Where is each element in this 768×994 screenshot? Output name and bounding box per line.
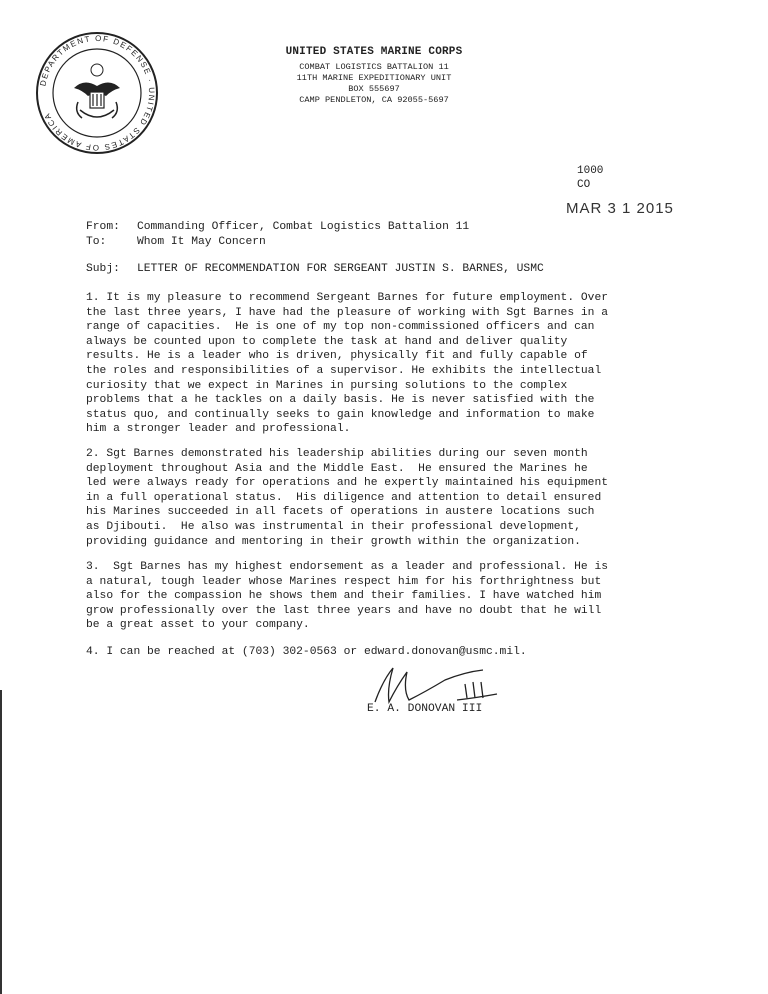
address-line-2: 11TH MARINE EXPEDITIONARY UNIT — [296, 73, 452, 83]
ssic-code: 1000 — [577, 165, 604, 177]
to-value: Whom It May Concern — [137, 236, 266, 248]
address-line-1: COMBAT LOGISTICS BATTALION 11 — [299, 62, 449, 72]
date-stamp: MAR 3 1 2015 — [566, 200, 674, 217]
paragraph-3: 3. Sgt Barnes has my highest endorsement as a leader and professional. He is a natural, tough leader whose Marines respect him for his forthrightness but also for the compassion he shows them and their families. I have watched him grow professionally over the last three years and have no doubt that he will be a great asset to your company. — [86, 561, 609, 632]
handwritten-signature — [365, 658, 505, 708]
subject-label: Subj: — [86, 263, 120, 275]
subject-value: LETTER OF RECOMMENDATION FOR SERGEANT JUSTIN S. BARNES, USMC — [137, 263, 544, 275]
paragraph-4: 4. I can be reached at (703) 302-0563 or edward.donovan@usmc.mil. — [86, 646, 527, 658]
reference-block — [577, 164, 603, 192]
from-label: From: — [86, 221, 120, 233]
from-value: Commanding Officer, Combat Logistics Battalion 11 — [137, 221, 470, 233]
scan-edge — [0, 690, 2, 994]
office-code: CO — [577, 179, 591, 191]
paragraph-2: 2. Sgt Barnes demonstrated his leadership abilities during our seven month deployment throughout Asia and the Middle East. He ensured the Marines he led were always ready for operations and he expertly maintained his equipment in a full operational status. His diligence and attention to detail ensured his Marines succeeded in all facets of operations in austere locations such as Djibouti. He also was instrumental in their professional development, providing guidance and mentoring in their growth within the organization. — [86, 448, 609, 548]
organization-name: UNITED STATES MARINE CORPS — [285, 46, 463, 58]
svg-text:DEPARTMENT OF DEFENSE · UNITED: DEPARTMENT OF DEFENSE · UNITED STATES OF AMERICA — [38, 33, 157, 153]
paragraph-1: 1. It is my pleasure to recommend Sergeant Barnes for future employment. Over the last three years, I have had the pleasure of working with Sgt Barnes in a range of capacities. He is one of my top non-commissioned officers and can always be counted upon to complete the task at hand and deliver quality results. He is a leader who is driven, physically fit and fully capable of the roles and responsibilities of a supervisor. He exhibits the intellectual curiosity that we expect in Marines in pursing solutions to the complex problems that a he tackles on a daily basis. He is never satisfied with the status quo, and continually seeks to gain knowledge and information to make him a stronger leader and professional. — [86, 292, 609, 436]
to-label: To: — [86, 236, 107, 248]
department-of-defense-seal — [34, 30, 160, 156]
signatory-name: E. A. DONOVAN III — [367, 703, 483, 715]
address-line-3: BOX 555697 — [348, 84, 400, 94]
address-line-4: CAMP PENDLETON, CA 92055-5697 — [299, 95, 449, 105]
